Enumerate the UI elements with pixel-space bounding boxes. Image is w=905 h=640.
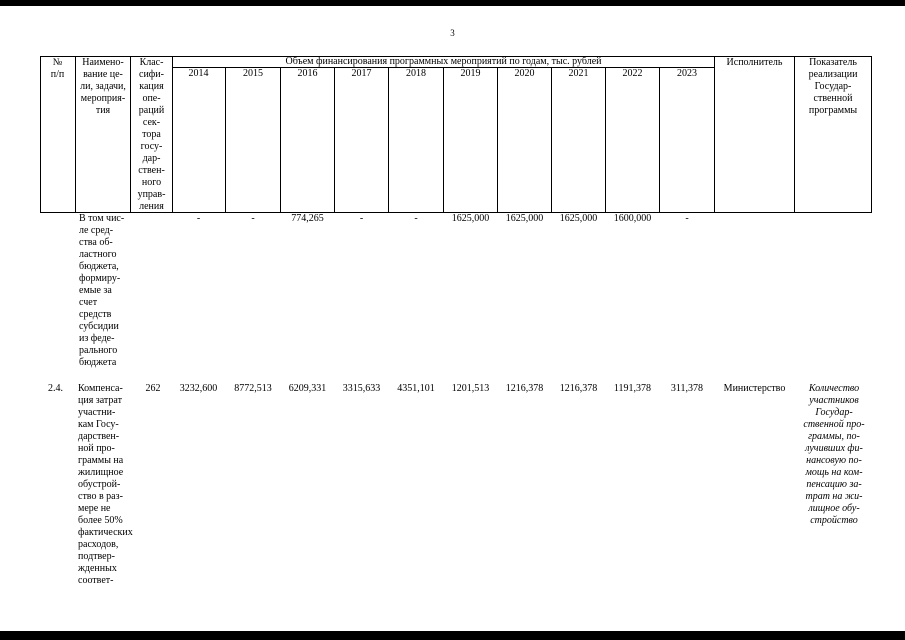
row-value: - bbox=[414, 213, 418, 224]
row-value: 1201,513 bbox=[451, 383, 490, 394]
year-divider bbox=[659, 67, 660, 212]
header-year: 2021 bbox=[568, 68, 589, 79]
header-classification: Клас- сифи- кация опе- раций сек- тора госу- дар- ствен- ного управ- ления bbox=[137, 57, 166, 212]
row-value: 1191,378 bbox=[613, 383, 652, 394]
year-divider bbox=[551, 67, 552, 212]
year-divider bbox=[334, 67, 335, 212]
row-num: 2.4. bbox=[48, 383, 63, 394]
header-year: 2018 bbox=[406, 68, 426, 79]
header-year: 2016 bbox=[297, 68, 318, 79]
row-value: 3232,600 bbox=[179, 383, 218, 394]
row-name: В том чис- ле сред- ства об- ластного бюджета, формиру- емые за счет средств субсидии из феде- рального бюджета bbox=[79, 213, 125, 368]
row-value: - bbox=[196, 213, 201, 224]
header-year: 2020 bbox=[514, 68, 535, 79]
year-divider bbox=[497, 67, 498, 212]
row-value: 1625,000 bbox=[451, 213, 490, 224]
header-year: 2022 bbox=[622, 68, 643, 79]
row-value: 4351,101 bbox=[397, 383, 435, 394]
header-num: № п/п bbox=[50, 57, 65, 80]
year-divider bbox=[225, 67, 226, 212]
row-value: 1625,000 bbox=[559, 213, 598, 224]
year-divider bbox=[443, 67, 444, 212]
header-year: 2017 bbox=[351, 68, 372, 79]
row-value: 1625,000 bbox=[505, 213, 544, 224]
header-year: 2015 bbox=[243, 68, 263, 79]
header-executor: Исполнитель bbox=[726, 57, 783, 68]
row-value: - bbox=[359, 213, 364, 224]
row-value: 3315,633 bbox=[342, 383, 381, 394]
col-divider bbox=[871, 56, 872, 212]
row-executor: Министерство bbox=[723, 383, 786, 394]
year-divider bbox=[605, 67, 606, 212]
year-divider bbox=[280, 67, 281, 212]
header-year: 2023 bbox=[677, 68, 697, 79]
header-year: 2019 bbox=[460, 68, 481, 79]
header-indicator: Показатель реализации Государ- ственной программы bbox=[808, 57, 858, 116]
page-number: 3 bbox=[450, 28, 455, 38]
header-year: 2014 bbox=[188, 68, 209, 79]
row-name: Компенса- ция затрат участни- кам Госу- дарствен- ной про- граммы на жилищное обустрой- ство в раз- мере не более 50% фактических расходов, подтвер- жденных соответ- bbox=[78, 383, 133, 586]
row-value: 6209,331 bbox=[288, 383, 327, 394]
row-value: - bbox=[251, 213, 255, 224]
bottom-border bbox=[0, 631, 905, 640]
row-value: 1216,378 bbox=[505, 383, 544, 394]
header-funding-title: Объем финансирования программных мероприятий по годам, тыс. рублей bbox=[285, 56, 602, 67]
row-value: - bbox=[685, 213, 689, 224]
row-indicator: Количество участников Государ- ственной про- граммы, по- лучивших фи- нансовую по- мощь на ком- пенсацию за- трат на жи- лищное обу- стройство bbox=[803, 383, 865, 526]
row-value: 774,265 bbox=[291, 213, 324, 224]
row-value: 1216,378 bbox=[559, 383, 598, 394]
row-value: 311,378 bbox=[670, 383, 704, 394]
col-divider bbox=[714, 56, 715, 212]
row-classification: 262 bbox=[145, 383, 161, 394]
row-value: 1600,000 bbox=[613, 213, 652, 224]
row-value: 8772,513 bbox=[234, 383, 272, 394]
year-divider bbox=[388, 67, 389, 212]
header-name: Наимено- вание це- ли, задачи, мероприя- тия bbox=[80, 57, 126, 116]
